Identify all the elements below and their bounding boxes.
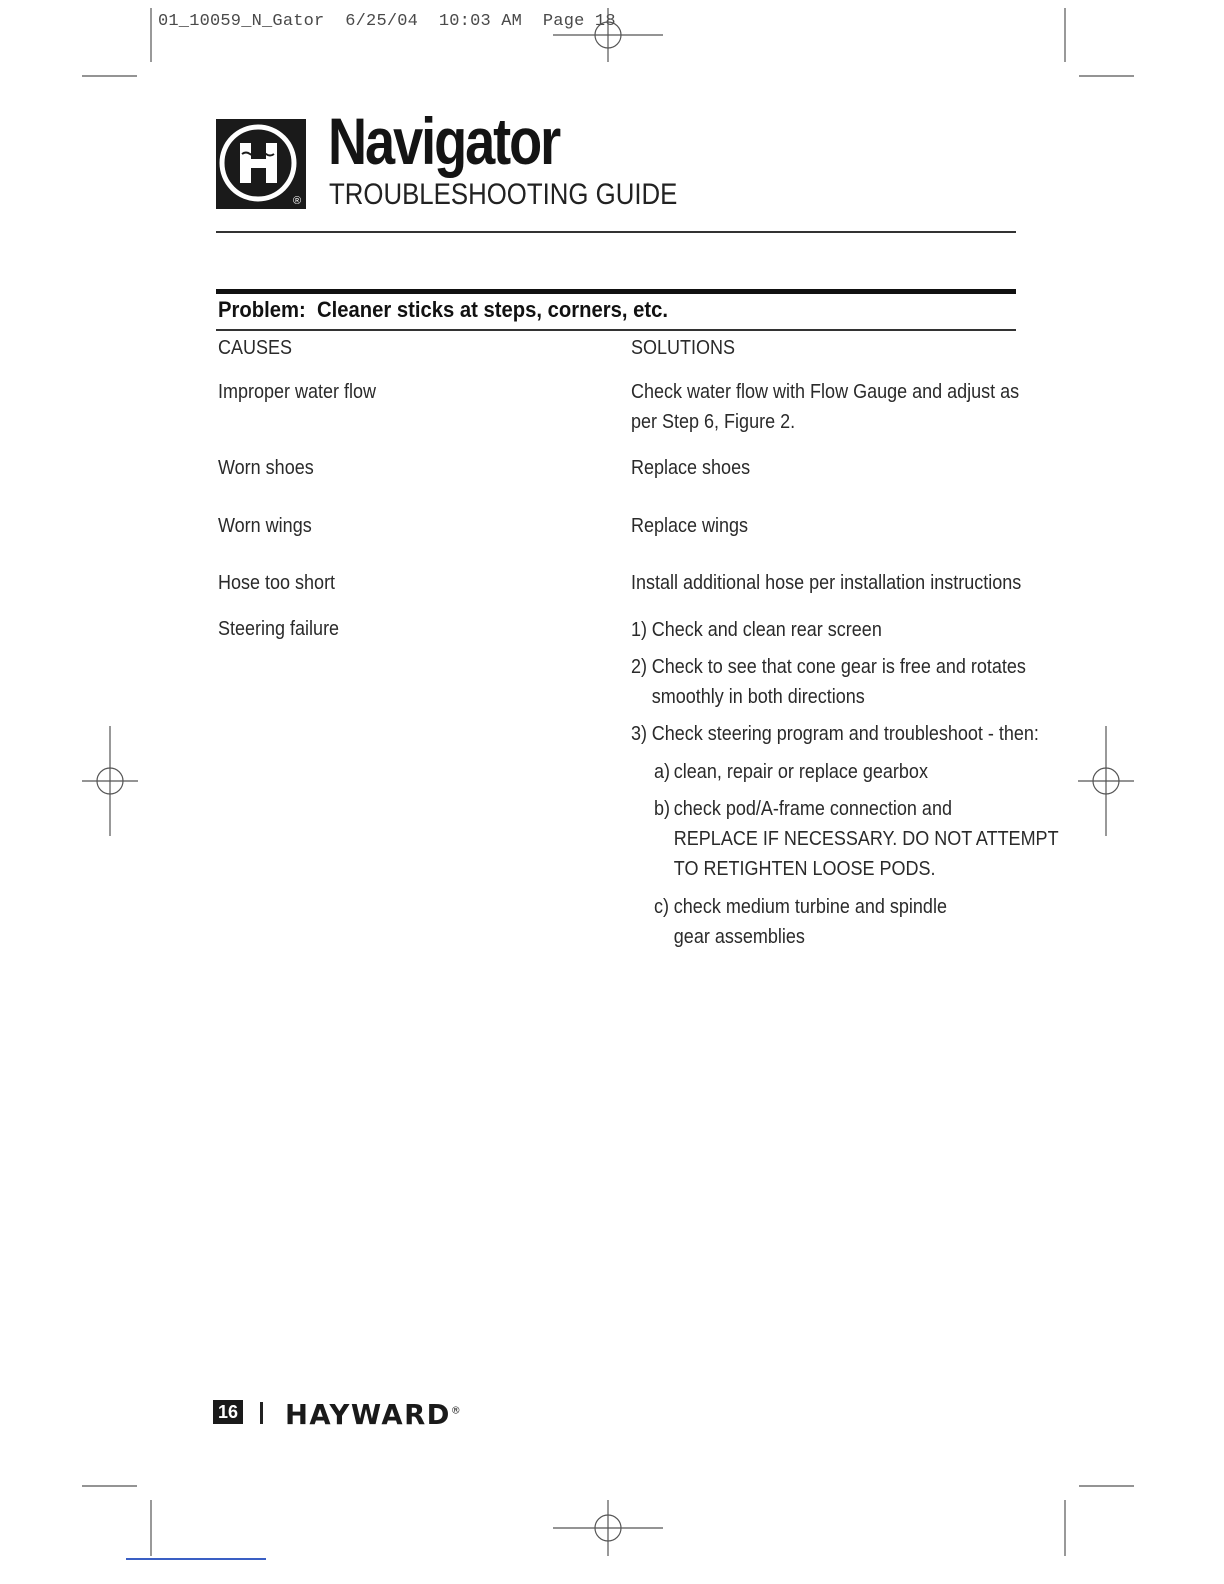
footer-brand-name: HAYWARD bbox=[285, 1398, 451, 1431]
blue-underline bbox=[126, 1558, 266, 1560]
substep-line: gear assemblies bbox=[673, 926, 805, 948]
slug-page: Page 18 bbox=[542, 12, 616, 31]
solutions-column-header: SOLUTIONS bbox=[631, 337, 736, 359]
hayward-logo bbox=[216, 119, 306, 209]
step-line: Check and clean rear screen bbox=[651, 619, 882, 641]
page-number: 16 bbox=[213, 1400, 243, 1424]
step-line: Check steering program and troubleshoot - then: bbox=[651, 723, 1039, 745]
steering-step bbox=[631, 615, 882, 645]
steering-step bbox=[631, 719, 1039, 749]
solution-text: Install additional hose per installation instructions bbox=[631, 572, 1022, 594]
substep-letter: c) bbox=[654, 896, 670, 918]
step-number: 1) bbox=[631, 619, 648, 641]
substep-line: check medium turbine and spindle bbox=[673, 896, 947, 918]
steering-substep bbox=[654, 794, 1059, 884]
problem-rule-thin bbox=[216, 329, 1016, 331]
footer-brand bbox=[285, 1398, 462, 1431]
step-number: 3) bbox=[631, 723, 648, 745]
cause-text: Worn shoes bbox=[218, 457, 314, 479]
problem-rule-thick bbox=[216, 289, 1016, 294]
substep-line: check pod/A-frame connection and bbox=[673, 798, 952, 820]
cause-text: Improper water flow bbox=[218, 381, 377, 403]
page-title: Navigator bbox=[328, 104, 560, 178]
problem-heading bbox=[218, 297, 668, 323]
step-line: Check to see that cone gear is free and rotates bbox=[651, 656, 1026, 678]
slug-date: 6/25/04 bbox=[345, 12, 419, 31]
footer-divider bbox=[260, 1402, 263, 1424]
solution-line: per Step 6, Figure 2. bbox=[631, 411, 796, 433]
solution-text bbox=[631, 377, 1019, 437]
solution-line: Check water flow with Flow Gauge and adjust as bbox=[631, 381, 1020, 403]
step-number: 2) bbox=[631, 656, 648, 678]
substep-line: clean, repair or replace gearbox bbox=[673, 761, 928, 783]
problem-label: Problem: bbox=[218, 297, 306, 322]
header-rule bbox=[216, 231, 1016, 233]
cause-text: Worn wings bbox=[218, 515, 312, 537]
solution-text: Replace wings bbox=[631, 515, 749, 537]
printer-slug bbox=[158, 12, 616, 31]
slug-time: 10:03 AM bbox=[438, 12, 523, 31]
steering-step bbox=[631, 652, 1026, 712]
logo-registered-mark: ® bbox=[292, 195, 302, 207]
causes-column-header: CAUSES bbox=[218, 337, 293, 359]
cause-text: Hose too short bbox=[218, 572, 336, 594]
solution-text: Replace shoes bbox=[631, 457, 751, 479]
steering-substep bbox=[654, 892, 947, 952]
steering-substep bbox=[654, 757, 928, 787]
problem-text: Cleaner sticks at steps, corners, etc. bbox=[316, 297, 668, 322]
step-line: smoothly in both directions bbox=[651, 686, 865, 708]
substep-line: REPLACE IF NECESSARY. DO NOT ATTEMPT bbox=[673, 828, 1059, 850]
page-subtitle: TROUBLESHOOTING GUIDE bbox=[329, 178, 678, 211]
footer-registered-mark: ® bbox=[450, 1405, 463, 1417]
substep-letter: a) bbox=[654, 761, 671, 783]
substep-letter: b) bbox=[654, 798, 671, 820]
cause-text: Steering failure bbox=[218, 618, 340, 640]
substep-line: TO RETIGHTEN LOOSE PODS. bbox=[673, 858, 936, 880]
slug-file: 01_10059_N_Gator bbox=[158, 12, 325, 31]
hayward-h-icon bbox=[216, 119, 306, 209]
